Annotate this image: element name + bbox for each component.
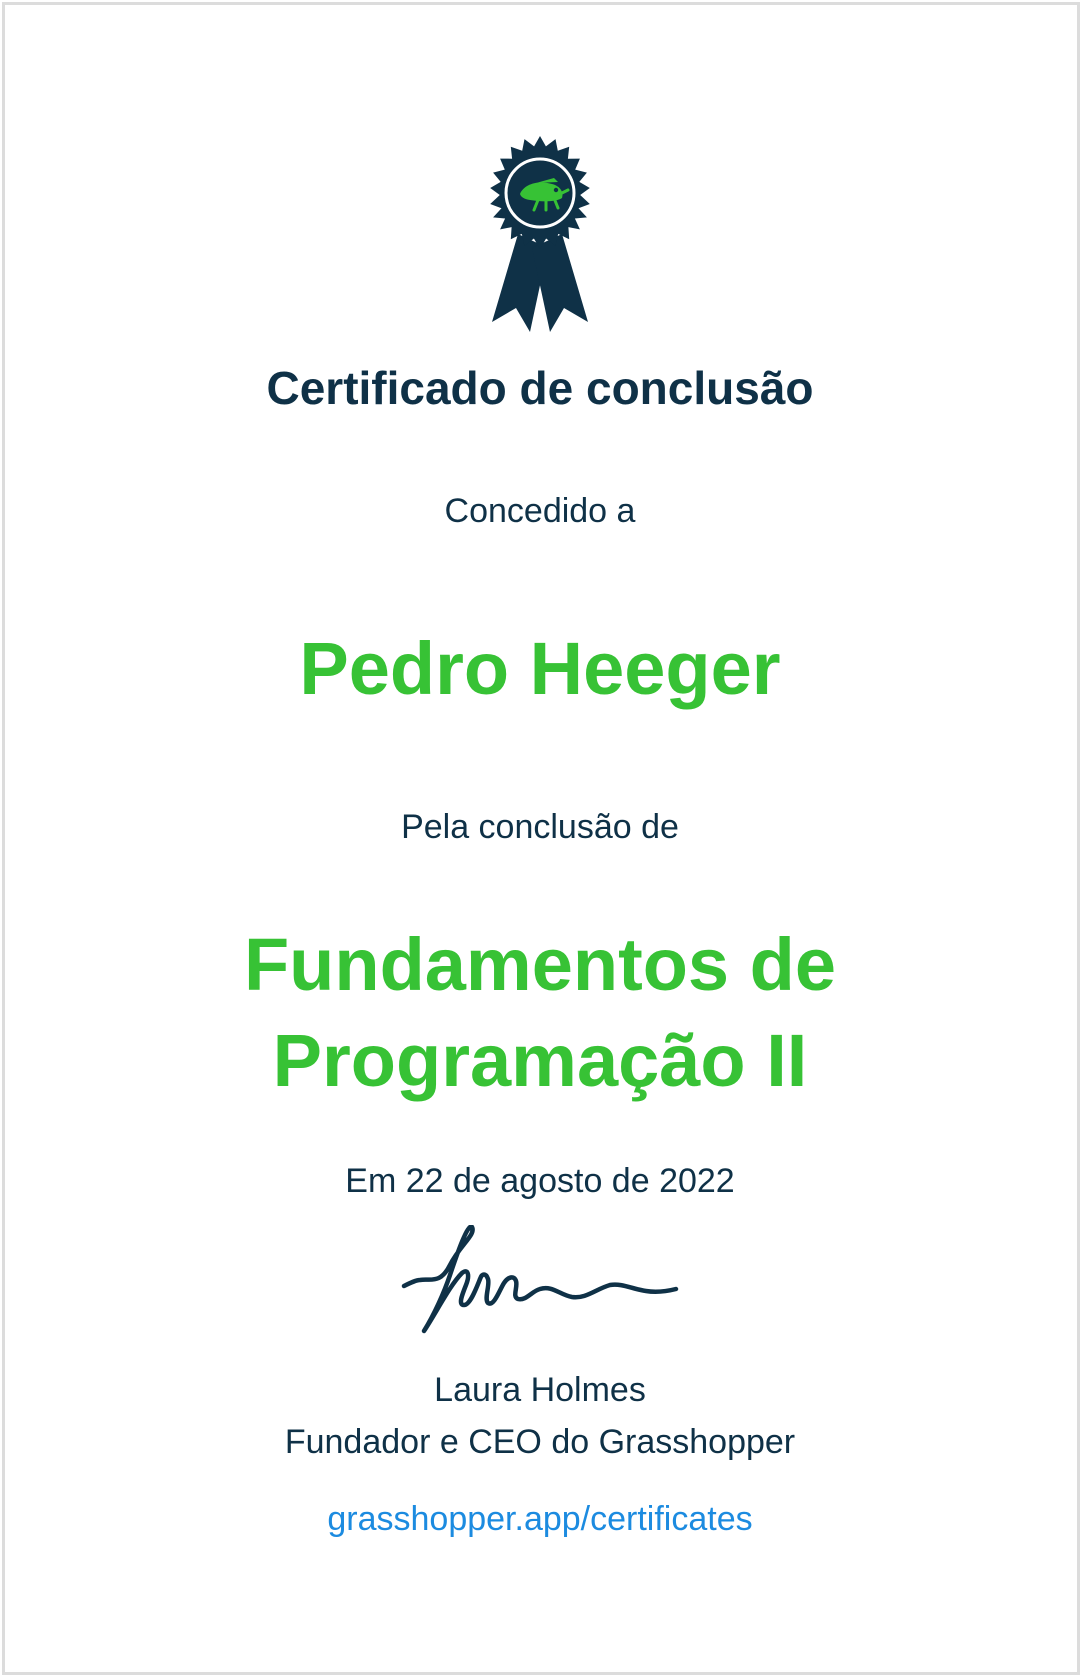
certificate-title: Certificado de conclusão — [266, 362, 814, 414]
signature-image — [400, 1225, 680, 1340]
signer-name: Laura Holmes — [434, 1371, 646, 1409]
recipient-name: Pedro Heeger — [299, 627, 781, 710]
completion-date: Em 22 de agosto de 2022 — [345, 1162, 735, 1200]
verification-link[interactable]: grasshopper.app/certificates — [327, 1500, 753, 1538]
granted-to-label: Concedido a — [444, 492, 636, 530]
course-title-line-1: Fundamentos de — [243, 923, 837, 1006]
completion-label: Pela conclusão de — [401, 808, 679, 846]
signer-role: Fundador e CEO do Grasshopper — [284, 1423, 796, 1461]
course-title — [0, 917, 1080, 1109]
award-ribbon-icon — [478, 136, 602, 332]
course-title-line-2: Programação II — [272, 1019, 808, 1102]
